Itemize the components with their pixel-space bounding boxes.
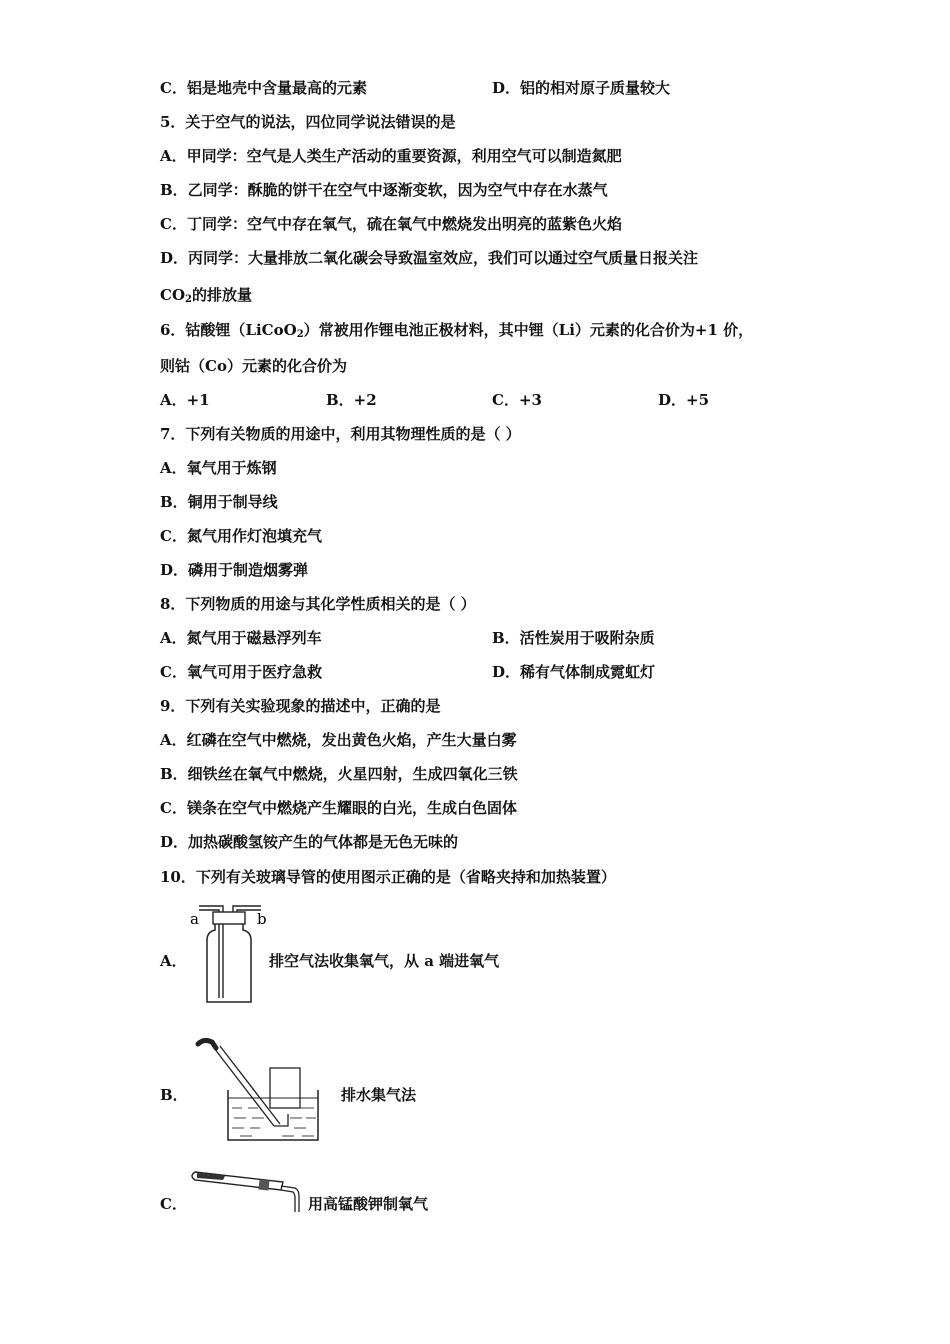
test-tube-heating-figure	[185, 1160, 307, 1214]
q6-stem-pre: 6．钴酸锂（LiCoO	[160, 321, 297, 339]
q10-stem: 10．下列有关玻璃导管的使用图示正确的是（省略夹持和加热装置）	[160, 868, 616, 886]
q6-stem-line2: 则钴（Co）元素的化合价为	[160, 357, 347, 375]
q6-option-d: D．+5	[658, 391, 710, 409]
q10-option-a-label: A．	[160, 952, 187, 970]
q6-stem-post: ）常被用作锂电池正极材料，其中锂（Li）元素的化合价为+1 价，	[303, 321, 754, 339]
outlet-delivery-tube-inner	[281, 1190, 295, 1212]
q5-option-b: B．乙同学：酥脆的饼干在空气中逐渐变软，因为空气中存在水蒸气	[160, 181, 608, 199]
q6-option-a: A．+1	[160, 391, 210, 409]
q10-option-c-label: C．	[160, 1195, 187, 1213]
q5-option-c: C．丁同学：空气中存在氧气，硫在氧气中燃烧发出明亮的蓝紫色火焰	[160, 215, 622, 233]
q5-option-a: A．甲同学：空气是人类生产活动的重要资源，利用空气可以制造氮肥	[160, 147, 622, 165]
q5-option-d: D．丙同学：大量排放二氧化碳会导致温室效应，我们可以通过空气质量日报关注	[160, 249, 699, 267]
water-displacement-figure	[190, 1034, 325, 1144]
gas-washing-bottle-figure	[185, 898, 270, 1006]
q9-option-a: A．红磷在空气中燃烧，发出黄色火焰，产生大量白雾	[160, 731, 517, 749]
q8-option-a: A．氮气用于磁悬浮列车	[160, 629, 322, 647]
q7-option-d: D．磷用于制造烟雾弹	[160, 561, 309, 579]
q9-option-d: D．加热碳酸氢铵产生的气体都是无色无味的	[160, 833, 459, 851]
port-b-label: b	[257, 910, 267, 928]
q8-option-c: C．氧气可用于医疗急救	[160, 663, 322, 681]
co2-formula: CO	[160, 286, 186, 304]
co2-subscript: 2	[185, 294, 192, 305]
q5-stem: 5．关于空气的说法，四位同学说法错误的是	[160, 113, 456, 131]
q4-option-d: D．铝的相对原子质量较大	[492, 79, 671, 97]
q7-option-c: C．氮气用作灯泡填充气	[160, 527, 322, 545]
licoo2-subscript: 2	[296, 329, 304, 340]
q8-stem: 8．下列物质的用途与其化学性质相关的是（ ）	[160, 595, 476, 613]
tube-bend	[274, 1114, 288, 1126]
q6-option-c: C．+3	[492, 391, 542, 409]
q10-option-b-label: B．	[160, 1086, 188, 1104]
q7-option-a: A．氧气用于炼钢	[160, 459, 277, 477]
q10-option-a-text: 排空气法收集氧气，从 a 端进氧气	[269, 952, 500, 970]
q5-option-d-continued	[160, 285, 252, 310]
q7-option-b: B．铜用于制导线	[160, 493, 278, 511]
q6-option-b: B．+2	[326, 391, 377, 409]
port-a-label: a	[190, 910, 199, 928]
q8-option-d: D．稀有气体制成霓虹灯	[492, 663, 656, 681]
q9-option-c: C．镁条在空气中燃烧产生耀眼的白光，生成白色固体	[160, 799, 517, 817]
q9-option-b: B．细铁丝在氧气中燃烧，火星四射，生成四氧化三铁	[160, 765, 518, 783]
q10-option-b-text: 排水集气法	[341, 1086, 417, 1104]
q9-stem: 9．下列有关实验现象的描述中，正确的是	[160, 697, 441, 715]
water-hatching	[232, 1108, 316, 1136]
q8-option-b: B．活性炭用于吸附杂质	[492, 629, 655, 647]
delivery-tube	[214, 1048, 274, 1126]
q4-option-c: C．铝是地壳中含量最高的元素	[160, 79, 367, 97]
co2-tail-text: 的排放量	[191, 286, 252, 304]
collecting-bottle	[270, 1068, 300, 1108]
bottle-body	[207, 924, 251, 1002]
q7-stem: 7．下列有关物质的用途中，利用其物理性质的是（ ）	[160, 425, 521, 443]
bottle-stopper	[213, 912, 245, 924]
rubber-tube	[198, 1040, 216, 1048]
q6-stem-line1	[160, 320, 753, 345]
q10-option-c-text: 用高锰酸钾制氧气	[308, 1195, 429, 1213]
tube-stopper	[259, 1180, 270, 1191]
